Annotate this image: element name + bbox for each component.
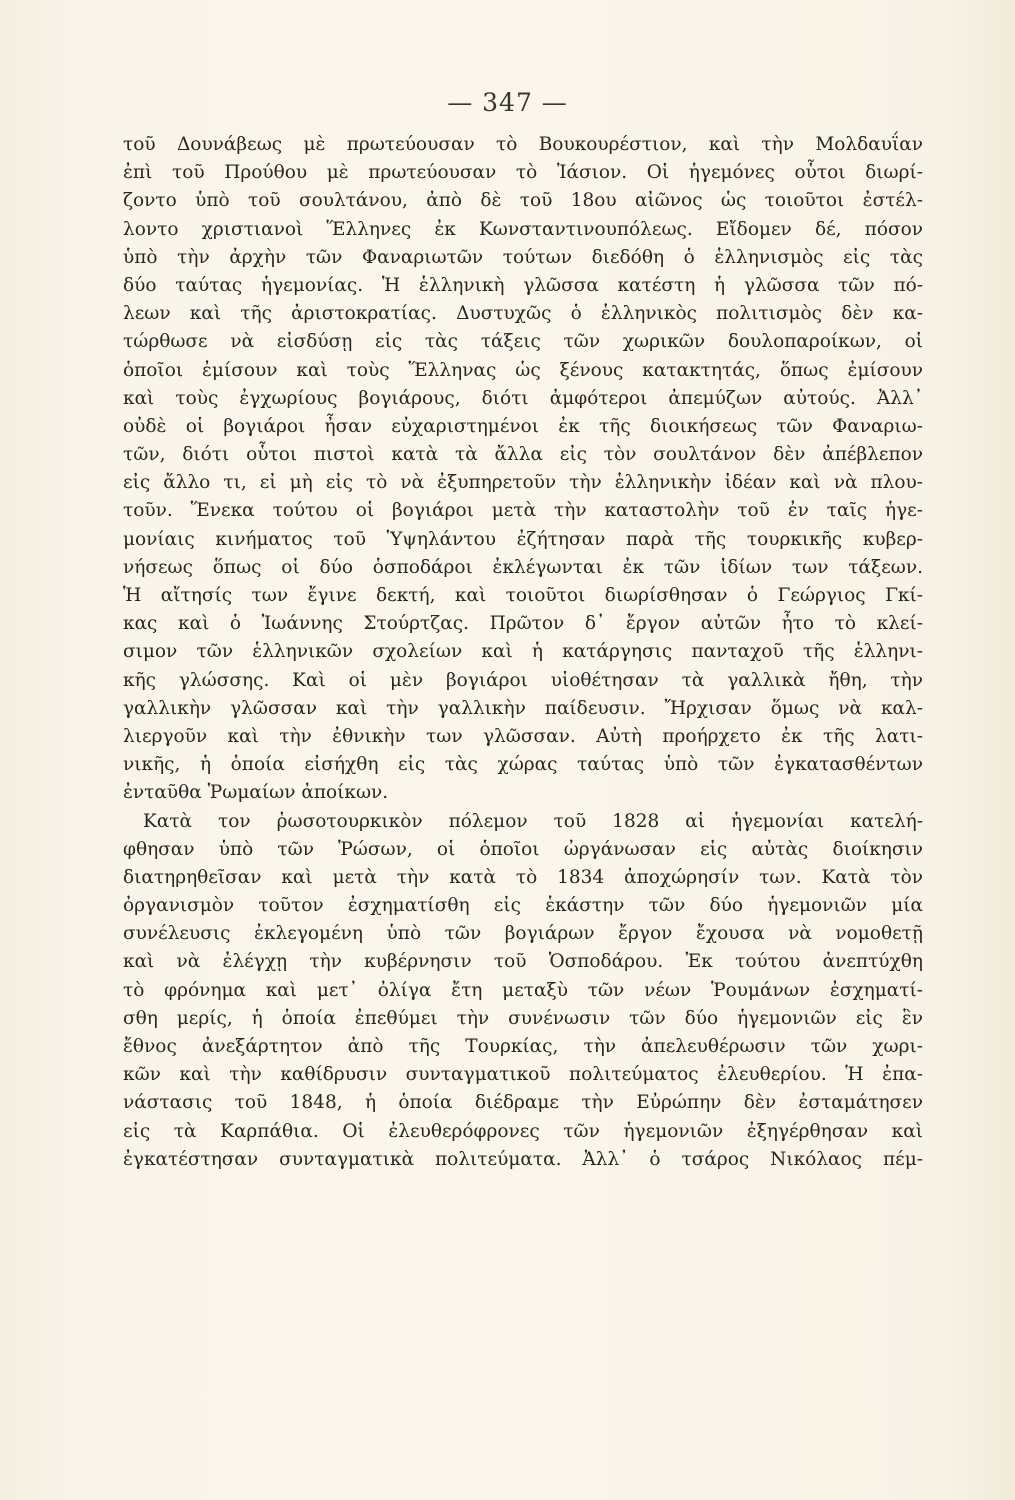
text-line: τῶν, διότι οὗτοι πιστοὶ κατὰ τὰ ἄλλα εἰς τὸν σουλτάνον δὲν ἀπέβλεπον (123, 444, 923, 466)
text-line: ὑπὸ τὴν ἀρχὴν τῶν Φαναριωτῶν τούτων διεδόθη ὁ ἑλληνισμὸς εἰς τὰς (123, 246, 923, 268)
text-line: Κατὰ τον ῥωσοτουρκικὸν πόλεμον τοῦ 1828 αἱ ἡγεμονίαι κατελή- (143, 810, 923, 832)
text-line: κῶν καὶ τὴν καθίδρυσιν συνταγματικοῦ πολιτεύματος ἐλευθερίου. Ἡ ἐπα- (123, 1064, 923, 1086)
text-line: δύο ταύτας ἡγεμονίας. Ἡ ἑλληνικὴ γλῶσσα κατέστη ἡ γλῶσσα τῶν πό- (123, 274, 923, 296)
text-line: νήσεως ὅπως οἱ δύο ὁσποδάροι ἐκλέγωνται ἐκ τῶν ἰδίων των τάξεων. (123, 556, 923, 578)
text-line: κῆς γλώσσης. Καὶ οἱ μὲν βογιάροι υἱοθέτησαν τὰ γαλλικὰ ἤθη, τὴν (123, 669, 923, 691)
text-line: φθησαν ὑπὸ τῶν Ῥώσων, οἱ ὁποῖοι ὠργάνωσαν εἰς αὐτὰς διοίκησιν (123, 838, 923, 860)
text-line: καὶ νὰ ἐλέγχῃ τὴν κυβέρνησιν τοῦ Ὁσποδάρου. Ἐκ τούτου ἀνεπτύχθη (123, 951, 923, 973)
text-line: εἰς τὰ Καρπάθια. Οἱ ἐλευθερόφρονες τῶν ἡγεμονιῶν ἐξηγέρθησαν καὶ (123, 1120, 923, 1142)
text-line: σιμον τῶν ἑλληνικῶν σχολείων καὶ ἡ κατάργησις πανταχοῦ τῆς ἑλληνι- (123, 641, 923, 663)
text-line: νάστασις τοῦ 1848, ἡ ὁποία διέδραμε τὴν Εὐρώπην δὲν ἐσταμάτησεν (123, 1092, 923, 1114)
text-line: εἰς ἄλλο τι, εἰ μὴ εἰς τὸ νὰ ἐξυπηρετοῦν τὴν ἑλληνικὴν ἰδέαν καὶ νὰ πλου- (123, 472, 923, 494)
text-line: τώρθωσε νὰ εἰσδύσῃ εἰς τὰς τάξεις τῶν χωρικῶν δουλοπαροίκων, οἱ (123, 331, 923, 353)
text-line: συνέλευσις ἐκλεγομένη ὑπὸ τῶν βογιάρων ἔργον ἔχουσα νὰ νομοθετῇ (123, 923, 923, 945)
text-line: ἐπὶ τοῦ Προύθου μὲ πρωτεύουσαν τὸ Ἰάσιον. Οἱ ἡγεμόνες οὗτοι διωρί- (123, 162, 923, 184)
text-line: διατηρηθεῖσαν καὶ μετὰ τὴν κατὰ τὸ 1834 ἀποχώρησίν των. Κατὰ τὸν (123, 866, 923, 888)
text-line: νικῆς, ἡ ὁποία εἰσήχθη εἰς τὰς χώρας ταύτας ὑπὸ τῶν ἐγκατασθέντων (123, 754, 923, 776)
text-line: τοῦ Δουνάβεως μὲ πρωτεύουσαν τὸ Βουκουρέστιον, καὶ τὴν Μολδαυΐαν (123, 134, 923, 155)
text-line: ἔθνος ἀνεξάρτητον ἀπὸ τῆς Τουρκίας, τὴν ἀπελευθέρωσιν τῶν χωρι- (123, 1036, 923, 1057)
text-line: ἐγκατέστησαν συνταγματικὰ πολιτεύματα. Ἀλλ᾽ ὁ τσάρος Νικόλαος πέμ- (123, 1148, 923, 1170)
text-line: λιεργοῦν καὶ τὴν ἐθνικὴν των γλῶσσαν. Αὐτὴ προήρχετο ἐκ τῆς λατι- (123, 725, 923, 747)
text-line: οὐδὲ οἱ βογιάροι ἦσαν εὐχαριστημένοι ἐκ τῆς διοικήσεως τῶν Φαναριω- (123, 415, 923, 437)
page-number: — 347 — (447, 88, 568, 117)
text-line: ὀργανισμὸν τοῦτον ἐσχηματίσθη εἰς ἑκάστην τῶν δύο ἡγεμονιῶν μία (123, 895, 923, 917)
text-line: ζοντο ὑπὸ τοῦ σουλτάνου, ἀπὸ δὲ τοῦ 18ου αἰῶνος ὡς τοιοῦτοι ἐστέλ- (123, 190, 923, 212)
text-line: ἐνταῦθα Ῥωμαίων ἀποίκων. (123, 782, 389, 804)
text-line: τὸ φρόνημα καὶ μετ᾽ ὀλίγα ἔτη μεταξὺ τῶν νέων Ῥουμάνων ἐσχηματί- (123, 979, 923, 1001)
text-line: γαλλικὴν γλῶσσαν καὶ τὴν γαλλικὴν παίδευσιν. Ἤρχισαν ὅμως νὰ καλ- (123, 697, 923, 719)
text-line: λοντο χριστιανοὶ Ἕλληνες ἐκ Κωνσταντινουπόλεως. Εἴδομεν δέ, πόσον (123, 218, 923, 240)
text-line: λεων καὶ τῆς ἀριστοκρατίας. Δυστυχῶς ὁ ἑλληνικὸς πολιτισμὸς δὲν κα- (123, 303, 923, 325)
text-line: ὁποῖοι ἐμίσουν καὶ τοὺς Ἕλληνας ὡς ξένους κατακτητάς, ὅπως ἐμίσουν (123, 359, 923, 381)
text-line: μονίαις κινήματος τοῦ Ὑψηλάντου ἐζήτησαν παρὰ τῆς τουρκικῆς κυβερ- (123, 528, 923, 550)
body-text (123, 131, 923, 1174)
text-line: σθη μερίς, ἡ ὁποία ἐπεθύμει τὴν συνένωσιν τῶν δύο ἡγεμονιῶν εἰς ἓν (123, 1007, 923, 1029)
text-line: Ἡ αἴτησίς των ἔγινε δεκτή, καὶ τοιοῦτοι διωρίσθησαν ὁ Γεώργιος Γκί- (123, 585, 923, 606)
text-line: καὶ τοὺς ἐγχωρίους βογιάρους, διότι ἀμφότεροι ἀπεμύζων αὐτούς. Ἀλλ᾽ (123, 387, 923, 409)
text-line: τοῦν. Ἕνεκα τούτου οἱ βογιάροι μετὰ τὴν καταστολὴν τοῦ ἐν ταῖς ἡγε- (123, 500, 923, 522)
text-line: κας καὶ ὁ Ἰωάννης Στούρτζας. Πρῶτον δ᾽ ἔργον αὐτῶν ἦτο τὸ κλεί- (123, 613, 923, 635)
